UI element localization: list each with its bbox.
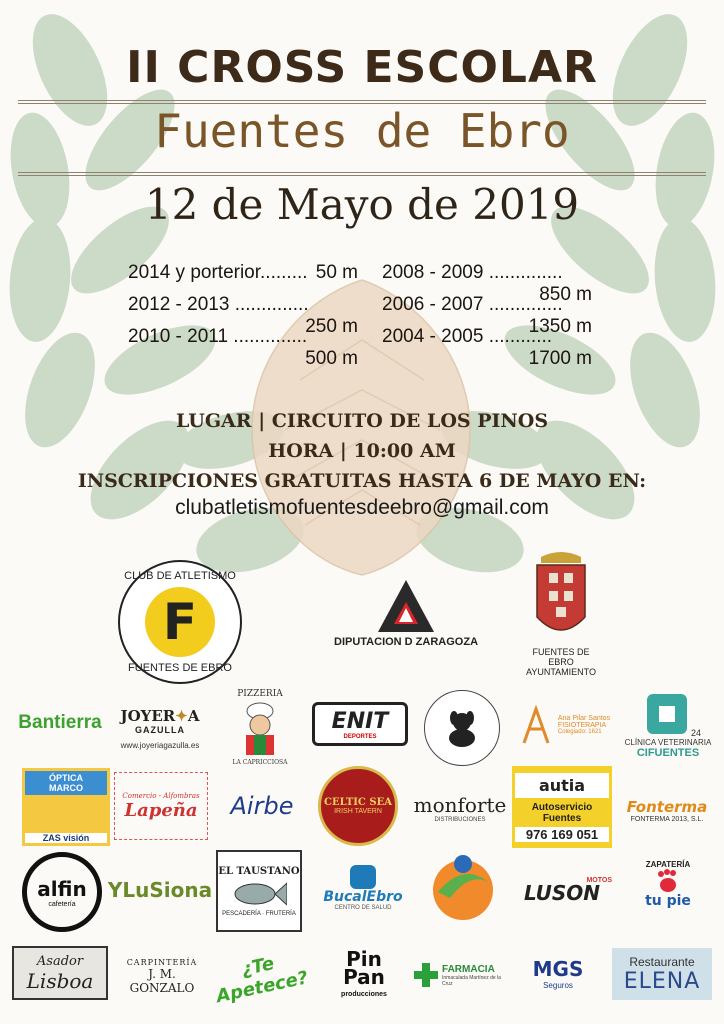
zapateria-label: ZAPATERÍA bbox=[645, 859, 691, 869]
sponsor-te-apetece: ¿Te Apetece? bbox=[214, 953, 310, 1008]
page-subtitle: Fuentes de Ebro bbox=[154, 104, 570, 158]
pharmacy-cross-icon bbox=[414, 963, 437, 987]
sponsor-bantierra: Bantierra bbox=[18, 712, 102, 733]
fisio-line2: FISIOTERAPIA bbox=[557, 722, 607, 729]
pizzeria-top: PIZZERIA bbox=[237, 688, 283, 699]
elena-line1: Restaurante bbox=[629, 954, 695, 969]
sponsor-clinica bbox=[618, 688, 718, 764]
farmacia-label: FARMACIA bbox=[442, 963, 495, 975]
autia-name: autia bbox=[538, 775, 586, 795]
distance-value: 850 m bbox=[539, 284, 592, 305]
motos-name: LUSON bbox=[523, 880, 601, 905]
joyeria-letter: A bbox=[187, 706, 200, 725]
fisio-line1: Ana Pilar Santos bbox=[557, 715, 611, 722]
fisio-line3: Colegiado: 1621 bbox=[557, 729, 602, 735]
sponsor-mgs bbox=[512, 950, 604, 996]
event-time: HORA | 10:00 AM bbox=[268, 440, 456, 462]
autia-sub: Autoservicio Fuentes bbox=[531, 801, 593, 824]
ayuntamiento-logo bbox=[520, 540, 602, 684]
optica-line3: ZAS visión bbox=[25, 833, 107, 843]
sponsor-enit bbox=[312, 702, 408, 746]
joyeria-star-icon: ✦ bbox=[175, 706, 188, 725]
sponsor-pizzeria bbox=[228, 682, 292, 772]
fonterma-sub: FONTERMA 2013, S.L. bbox=[630, 815, 704, 823]
sponsor-optica bbox=[22, 768, 110, 846]
joyeria-url: www.joyeriagazulla.es bbox=[120, 740, 200, 750]
club-ring-bottom: FUENTES DE EBRO bbox=[128, 662, 232, 674]
asador-line1: Asador bbox=[36, 953, 84, 969]
distance-row bbox=[128, 326, 358, 370]
club-letter: F bbox=[145, 587, 215, 657]
farmacia-owner: Inmaculada Martínez de la Cruz bbox=[442, 974, 501, 987]
alfin-sub: cafetería bbox=[48, 900, 76, 908]
sponsor-airbe: Airbe bbox=[230, 792, 294, 820]
clinica-line1: CLÍNICA VETERINARIA bbox=[624, 737, 712, 747]
sponsor-lapena bbox=[114, 772, 208, 840]
sponsor-pin-pan bbox=[318, 944, 410, 1010]
asador-line2: Lisboa bbox=[26, 968, 94, 993]
taustano-name: EL TAUSTANO bbox=[218, 865, 300, 877]
celtic-line1: CELTIC SEA bbox=[324, 797, 392, 808]
alfin-name: alfin bbox=[37, 876, 87, 901]
bucalebro-name: BucalEbro bbox=[323, 889, 403, 905]
contact-email[interactable]: clubatletismofuentesdeebro@gmail.com bbox=[175, 496, 549, 519]
pinpan-line1: Pin bbox=[346, 947, 382, 971]
sponsor-fonterma bbox=[616, 790, 718, 830]
motos-label: MOTOS bbox=[586, 876, 612, 884]
bucalebro-sub: CENTRO DE SALUD bbox=[334, 905, 392, 911]
sponsor-fisioterapia bbox=[512, 702, 616, 748]
clinica-line2: CIFUENTES bbox=[636, 746, 700, 759]
subtitle-divider bbox=[18, 172, 706, 176]
ayuntamiento-line2: AYUNTAMIENTO bbox=[525, 667, 596, 677]
autia-phone[interactable]: 976 169 051 bbox=[515, 827, 609, 842]
sponsor-asador-lisboa bbox=[12, 946, 108, 1000]
sponsor-runner-logo bbox=[428, 850, 498, 926]
page-title: II CROSS ESCOLAR bbox=[126, 42, 598, 93]
event-date: 12 de Mayo de 2019 bbox=[144, 180, 580, 229]
pinpan-line2: Pan bbox=[343, 965, 385, 989]
fish-icon bbox=[231, 877, 287, 911]
club-atletismo-logo bbox=[118, 560, 242, 684]
carpinteria-label: CARPINTERÍA bbox=[126, 957, 198, 967]
lapena-line2: Lapeña bbox=[124, 799, 198, 821]
distance-value: 250 m bbox=[305, 316, 358, 337]
sponsor-bucalebro bbox=[312, 862, 414, 914]
runner-icon bbox=[430, 852, 496, 924]
event-location: LUGAR | CIRCUITO DE LOS PINOS bbox=[175, 410, 549, 432]
distance-category: 2010 - 2011 .............. bbox=[128, 326, 308, 347]
sponsor-dog-club bbox=[424, 690, 500, 766]
carpinteria-name: J. M. GONZALO bbox=[129, 966, 195, 995]
distance-category: 2006 - 2007 .............. bbox=[382, 294, 563, 315]
enit-sub: DEPORTES bbox=[343, 733, 377, 740]
monforte-name: monforte bbox=[413, 793, 507, 817]
joyeria-word: JOYER bbox=[120, 706, 176, 725]
sponsor-celtic-sea bbox=[318, 766, 398, 846]
zapateria-name: tu pie bbox=[645, 892, 691, 909]
distance-category: 2008 - 2009 .............. bbox=[382, 262, 563, 283]
registration-note: INSCRIPCIONES GRATUITAS HASTA 6 DE MAYO EN: bbox=[77, 470, 647, 492]
clinica-badge: 24 bbox=[690, 727, 701, 738]
distance-value: 1700 m bbox=[528, 348, 592, 369]
pizzeria-bottom: LA CAPRICCIOSA bbox=[232, 758, 288, 766]
distance-row bbox=[128, 262, 358, 284]
pinpan-line3: producciones bbox=[341, 991, 387, 998]
sponsor-taustano bbox=[216, 850, 302, 932]
taustano-sub: PESCADERÍA · FRUTERÍA bbox=[222, 910, 296, 917]
triangle-logo-icon bbox=[376, 578, 436, 634]
chef-icon bbox=[234, 699, 286, 759]
distance-value: 500 m bbox=[305, 348, 358, 369]
enit-name: ENIT bbox=[331, 708, 389, 734]
diputacion-name: DIPUTACION D ZARAGOZA bbox=[334, 636, 479, 648]
optica-line2: MARCO bbox=[49, 783, 83, 793]
sponsor-ylusiona: YLuSiona bbox=[107, 878, 213, 902]
sponsor-motos-luson bbox=[512, 872, 612, 906]
elena-line2: ELENA bbox=[623, 968, 701, 994]
sponsor-autia bbox=[512, 766, 612, 848]
fonterma-name: Fonterma bbox=[626, 797, 708, 816]
lapena-line1: Comercio - Alfombras bbox=[122, 791, 200, 800]
mgs-sub: Seguros bbox=[543, 980, 573, 990]
distance-value: 50 m bbox=[315, 262, 358, 283]
mgs-name: MGS bbox=[532, 956, 584, 981]
tooth-icon bbox=[350, 865, 376, 889]
dog-icon bbox=[440, 706, 484, 750]
stethoscope-icon bbox=[518, 705, 554, 745]
optica-line1: ÓPTICA bbox=[48, 773, 83, 783]
distance-category: 2004 - 2005 ............ bbox=[382, 326, 553, 347]
sponsor-alfin bbox=[22, 852, 102, 932]
distance-category: 2014 y porterior......... bbox=[128, 262, 308, 283]
ayuntamiento-line1: FUENTES DE EBRO bbox=[532, 647, 590, 667]
sponsor-carpinteria bbox=[114, 958, 210, 994]
sponsor-monforte bbox=[412, 790, 508, 826]
sponsor-zapateria bbox=[626, 852, 710, 916]
club-ring-top: CLUB DE ATLETISMO bbox=[124, 570, 236, 582]
footprint-icon bbox=[653, 869, 683, 893]
monforte-sub: DISTRIBUCIONES bbox=[434, 817, 486, 823]
sponsor-farmacia bbox=[414, 956, 510, 994]
distance-category: 2012 - 2013 .............. bbox=[128, 294, 309, 315]
celtic-line2: IRISH TAVERN bbox=[334, 808, 382, 815]
joyeria-name: GAZULLA bbox=[135, 724, 185, 735]
distance-row bbox=[382, 326, 592, 370]
distance-value: 1350 m bbox=[528, 316, 592, 337]
sponsor-restaurante-elena bbox=[612, 948, 712, 1000]
sponsor-joyeria bbox=[112, 700, 208, 756]
shield-crest-icon bbox=[531, 547, 591, 647]
diputacion-logo bbox=[334, 572, 479, 654]
